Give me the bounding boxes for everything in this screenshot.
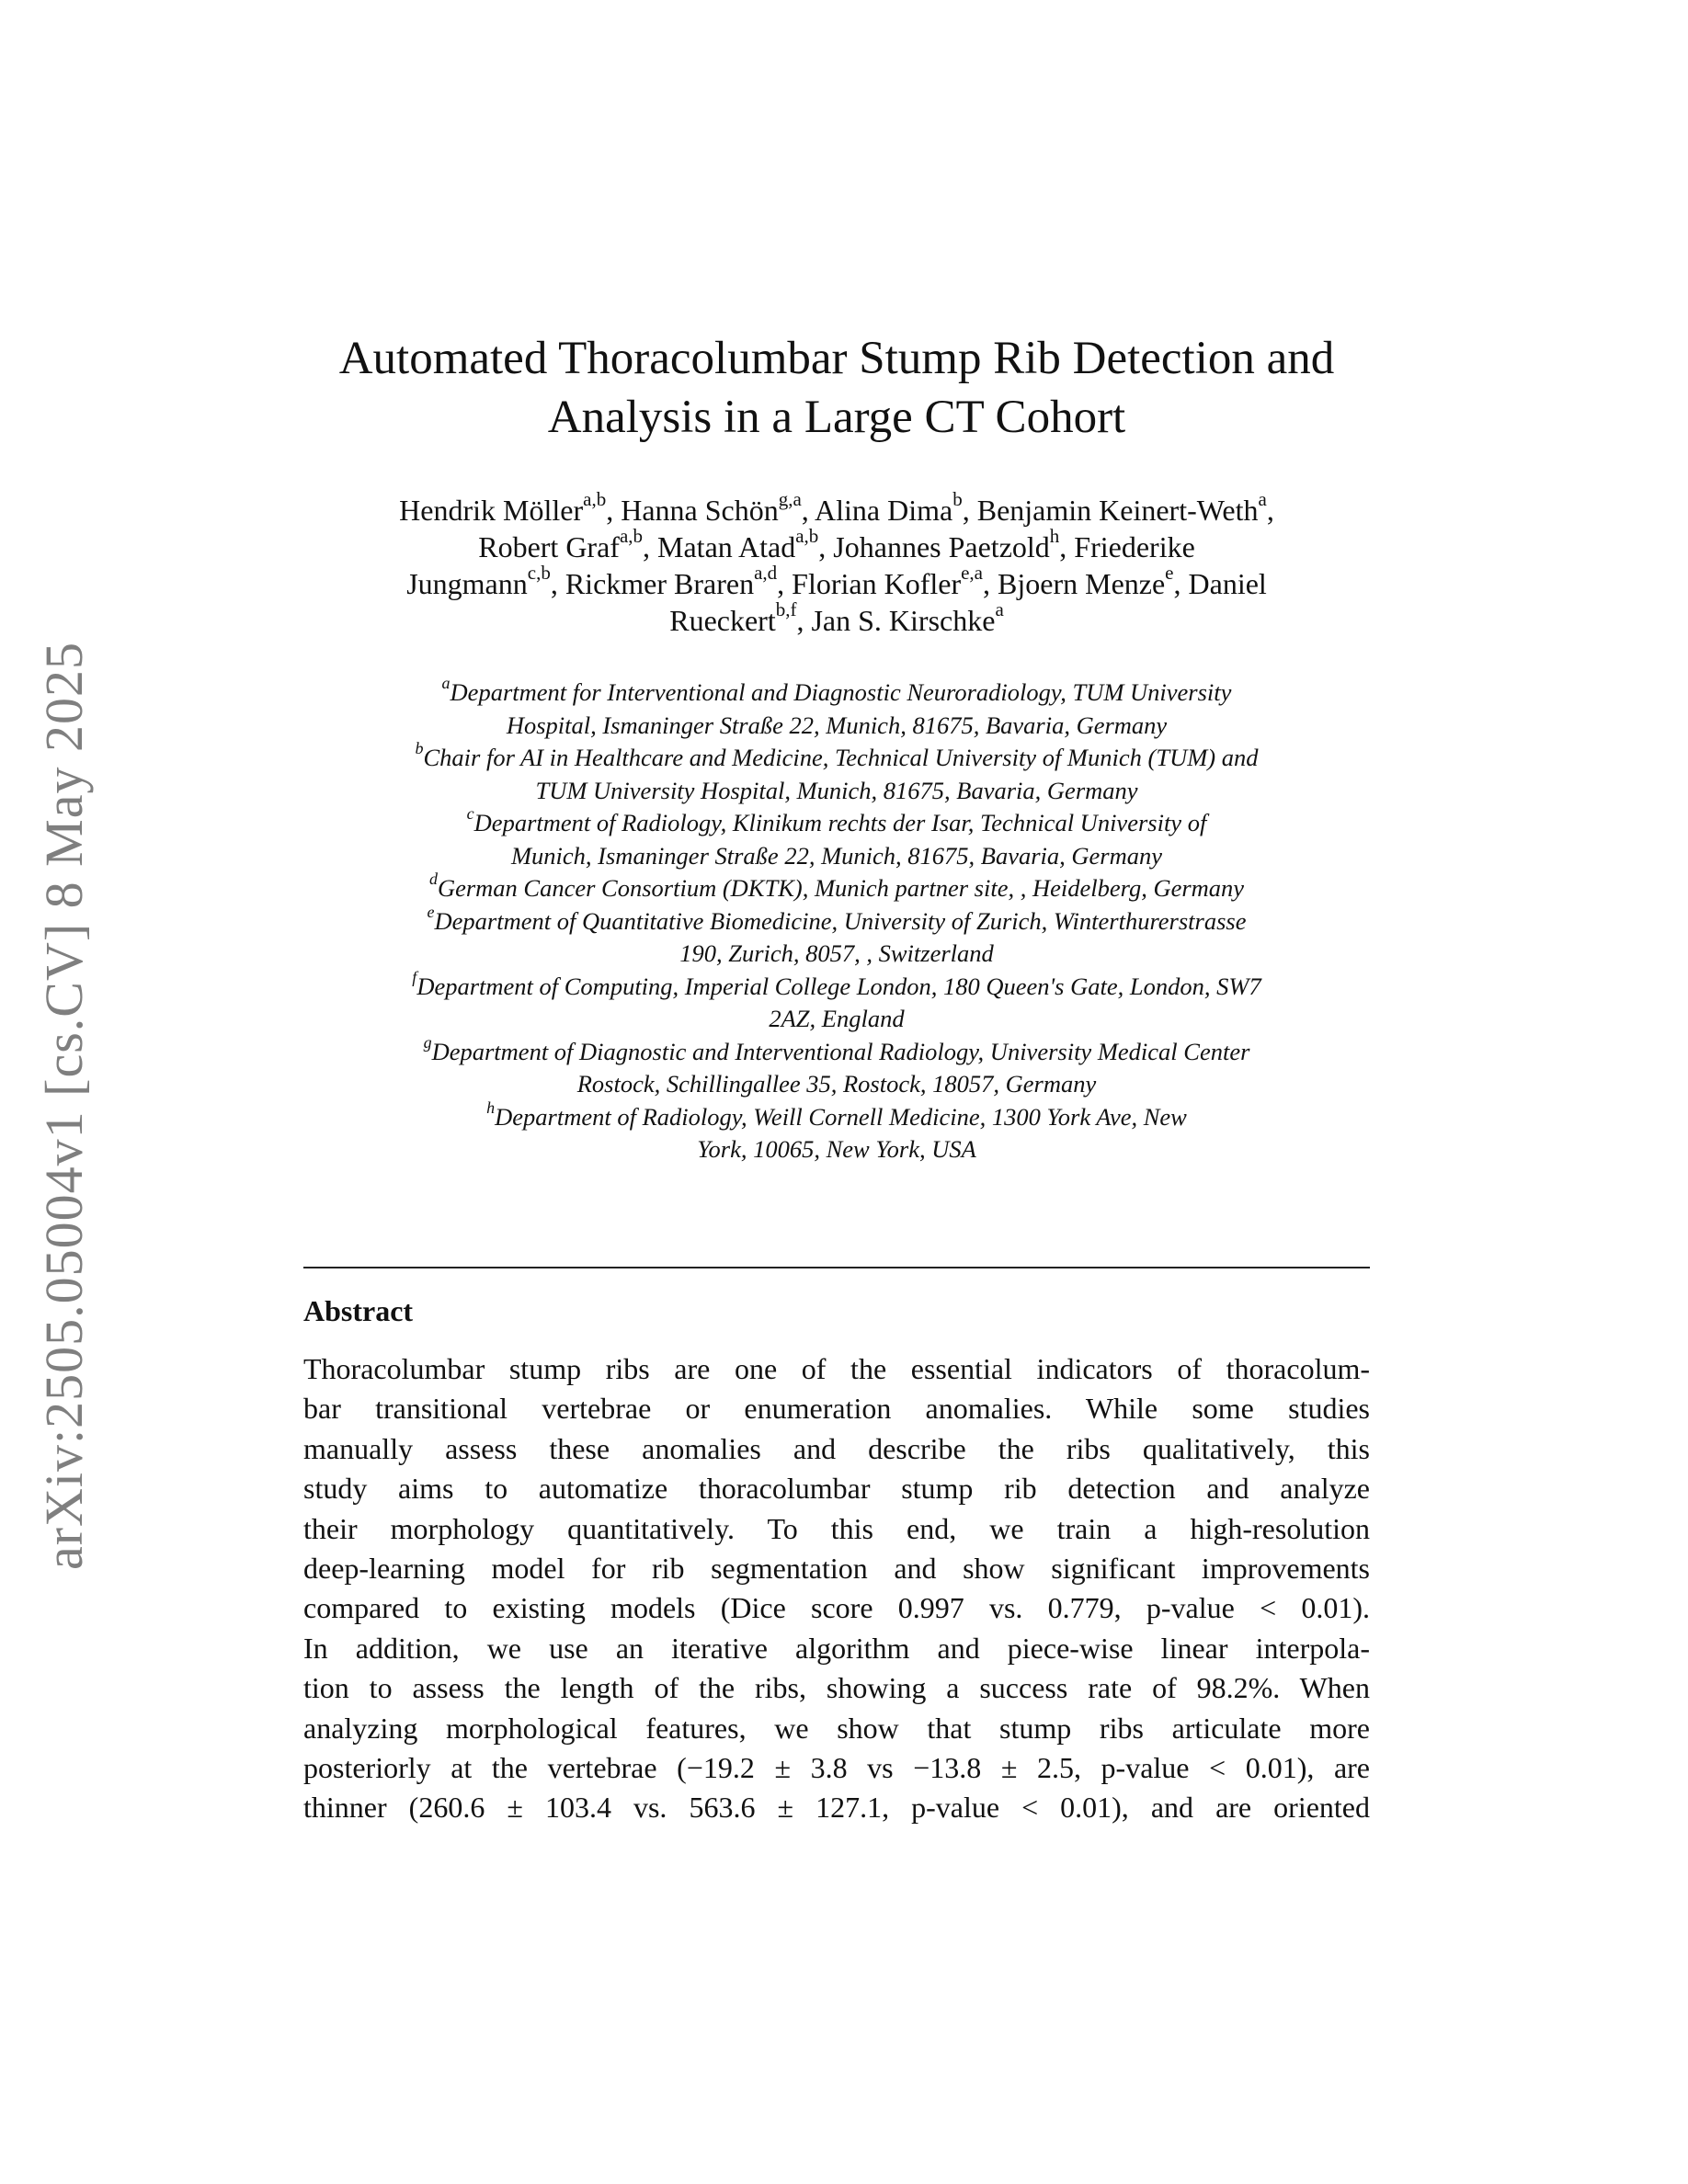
affiliation-line (303, 804, 1370, 840)
author-name: Johannes Paetzold (833, 530, 1050, 563)
affiliation-line (303, 872, 1370, 905)
affiliation-line (303, 938, 1370, 971)
author-name: Rickmer Braren (565, 567, 755, 600)
affiliation-list (303, 674, 1370, 1166)
affiliation-text: Department of Radiology, Klinikum rechts der Isar, Technical University of (473, 809, 1207, 836)
affiliation-text: Department of Quantitative Biomedicine, University of Zurich, Winterthurerstrasse (434, 906, 1247, 935)
author-affiliation-marker: a (1258, 488, 1267, 511)
author-name: Alina Dima (815, 494, 953, 527)
abstract-line: manually assess these anomalies and describe the ribs qualitatively, this (303, 1431, 1370, 1465)
affiliation-marker: d (428, 870, 438, 889)
author-affiliation-marker: b (952, 488, 963, 511)
affiliation-line (303, 674, 1370, 710)
paper-title (303, 329, 1370, 447)
abstract-line: bar transitional vertebrae or enumeration anomalies. While some studies (303, 1392, 1370, 1426)
affiliation-text: Rostock, Schillingallee 35, Rostock, 18057, Germany (576, 1070, 1097, 1098)
abstract-line: tion to assess the length of the ribs, showing a success rate of 98.2%. When (303, 1671, 1370, 1705)
author-line: Robert Graf$^{a,b}$, Matan Atad$^{a,b}$, Johannes Paetzold$^h$, Friederike (478, 525, 1195, 563)
abstract-heading: Abstract (303, 1294, 414, 1327)
affiliation-text: Department of Radiology, Weill Cornell Medicine, 1300 York Ave, New (495, 1102, 1187, 1131)
abstract-line: compared to existing models (Dice score 0.997 vs. 0.779, p-value < 0.01). (303, 1591, 1370, 1625)
affiliation-line (303, 967, 1370, 1004)
affiliation-marker: b (415, 739, 424, 758)
arxiv-identifier-stamp: arXiv:2505.05004v1 [cs.CV] 8 May 2025 (34, 642, 94, 1571)
author-affiliation-marker: a (995, 598, 1004, 621)
author-affiliation-marker: b,f (775, 598, 797, 621)
affiliation-text: Chair for AI in Healthcare and Medicine, Technical University of Munich (TUM) and (423, 744, 1259, 771)
author-list (303, 488, 1370, 639)
author-name: Jungmann (406, 567, 528, 600)
author-affiliation-marker: e (1165, 562, 1174, 585)
affiliation-text: German Cancer Consortium (DKTK), Munich partner site, , Heidelberg, Germany (437, 874, 1245, 902)
abstract-divider (303, 1267, 1370, 1268)
author-line: Hendrik Möller$^{a,b}$, Hanna Schön$^{g,a}$, Alina Dima$^b$, Benjamin Keinert-Weth$^a$, (399, 488, 1274, 527)
affiliation-text: York, 10065, New York, USA (697, 1135, 976, 1163)
author-affiliation-marker: h (1049, 525, 1060, 548)
affiliation-text: Department of Computing, Imperial College London, 180 Queen's Gate, London, SW7 (416, 972, 1261, 1000)
affiliation-marker: h (486, 1098, 496, 1117)
affiliation-marker: g (423, 1032, 432, 1052)
author-name: Florian Kofler (792, 567, 962, 600)
author-name: Friederike (1074, 530, 1195, 563)
affiliation-text: Hospital, Ismaninger Straße 22, Munich, 81675, Bavaria, Germany (506, 711, 1168, 739)
affiliation-text: TUM University Hospital, Munich, 81675, Bavaria, Germany (535, 776, 1138, 804)
abstract-line: study aims to automatize thoracolumbar stump rib detection and analyze (303, 1472, 1370, 1506)
affiliation-line (303, 739, 1370, 775)
author-name: Robert Graf (478, 530, 620, 563)
abstract-line: Thoracolumbar stump ribs are one of the essential indicators of thoracolum- (303, 1352, 1370, 1385)
affiliation-marker: e (427, 902, 435, 921)
affiliation-text: Department of Diagnostic and Interventional Radiology, University Medical Center (431, 1037, 1250, 1065)
abstract-line: In addition, we use an iterative algorithm and piece-wise linear interpola- (303, 1631, 1370, 1665)
abstract-line: analyzing morphological features, we show that stump ribs articulate more (303, 1711, 1370, 1745)
abstract-body (303, 1349, 1370, 1828)
affiliation-marker: f (412, 967, 417, 986)
author-affiliation-marker: e,a (961, 562, 984, 585)
affiliation-text: 190, Zurich, 8057, , Switzerland (679, 939, 994, 967)
author-name: Hendrik Möller (399, 494, 584, 527)
author-name: Rueckert (669, 604, 776, 637)
abstract-line: posteriorly at the vertebrae (−19.2 ± 3.8 vs −13.8 ± 2.5, p-value < 0.01), are (303, 1750, 1370, 1784)
author-name: Hanna Schön (621, 494, 779, 527)
author-affiliation-marker: a,b (795, 525, 819, 548)
author-name: Matan Atad (657, 530, 796, 563)
title-line: Automated Thoracolumbar Stump Rib Detection and (338, 333, 1335, 384)
author-affiliation-marker: a,b (619, 525, 644, 548)
author-name: Jan S. Kirschke (811, 604, 996, 637)
author-name: Daniel (1188, 567, 1267, 600)
author-line: Jungmann$^{c,b}$, Rickmer Braren$^{a,d}$, Florian Kofler$^{e,a}$, Bjoern Menze$^e$, Daniel (406, 562, 1267, 600)
affiliation-line (303, 1068, 1370, 1101)
author-name: Bjoern Menze (998, 567, 1166, 600)
affiliation-line (303, 902, 1370, 938)
affiliation-line (303, 1003, 1370, 1036)
affiliation-text: Department for Interventional and Diagnostic Neuroradiology, TUM University (450, 678, 1232, 706)
affiliation-text: Munich, Ismaninger Straße 22, Munich, 81675, Bavaria, Germany (510, 841, 1163, 870)
affiliation-line (303, 1098, 1370, 1134)
author-line: Rueckert$^{b,f}$, Jan S. Kirschke$^a$ (669, 598, 1004, 637)
affiliation-marker: c (466, 804, 474, 824)
author-affiliation-marker: g,a (778, 488, 802, 511)
affiliation-line (303, 1133, 1370, 1166)
affiliation-line (303, 1032, 1370, 1069)
author-affiliation-marker: a,b (583, 488, 607, 511)
affiliation-marker: a (441, 674, 451, 693)
abstract-line: thinner (260.6 ± 103.4 vs. 563.6 ± 127.1, p-value < 0.01), and are oriented (303, 1791, 1370, 1825)
author-name: Benjamin Keinert-Weth (976, 494, 1259, 527)
affiliation-line (303, 775, 1370, 808)
affiliation-line (303, 840, 1370, 873)
title-line: Analysis in a Large CT Cohort (547, 392, 1126, 443)
abstract-line: their morphology quantitatively. To this end, we train a high-resolution (303, 1511, 1370, 1545)
abstract-line: deep-learning model for rib segmentation and show significant improvements (303, 1551, 1370, 1585)
author-affiliation-marker: a,d (754, 562, 778, 585)
affiliation-text: 2AZ, England (769, 1005, 905, 1032)
author-affiliation-marker: c,b (527, 562, 551, 585)
affiliation-line (303, 710, 1370, 743)
